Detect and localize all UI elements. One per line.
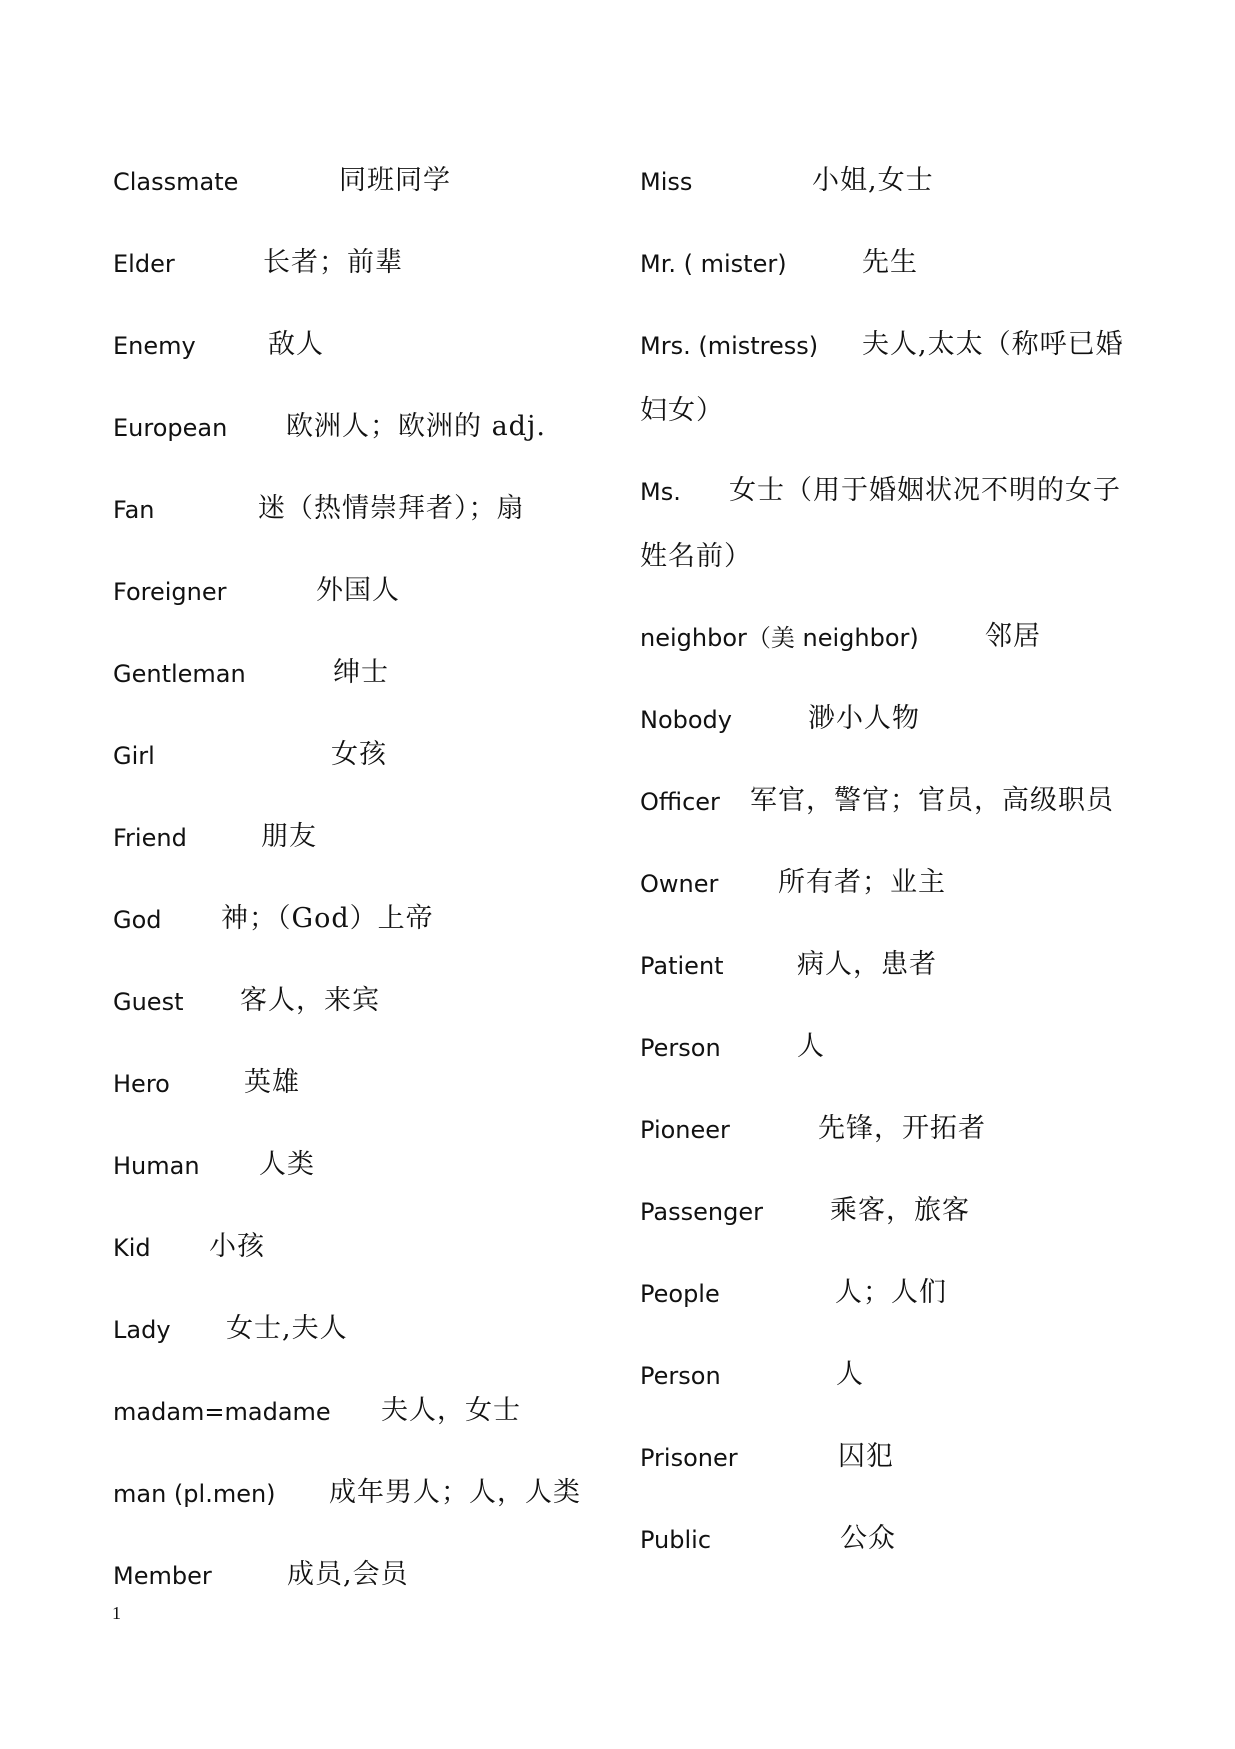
vocab-meaning: 英雄 [244,1067,300,1098]
vocab-meaning: 先生 [862,247,918,278]
vocab-term: Classmate [113,168,239,196]
vocab-meaning: 朋友 [261,821,317,852]
vocab-term: Gentleman [113,660,246,688]
vocab-term: Ms. [640,478,681,506]
vocab-entry [640,165,934,198]
vocab-meaning: 长者；前辈 [263,247,403,278]
vocab-meaning: 神；（God）上帝 [221,903,434,934]
vocab-term: Mrs. (mistress) [640,332,819,360]
vocab-meaning: 公众 [840,1523,896,1554]
vocab-term: Public [640,1526,712,1554]
vocab-term: Kid [113,1234,151,1262]
vocab-term: Officer [640,788,720,816]
vocab-term: Friend [113,824,187,852]
vocab-term: Guest [113,988,184,1016]
vocab-meaning: 军官，警官；官员，高级职员 [750,785,1114,816]
vocab-meaning: 同班同学 [339,165,451,196]
vocab-entry [640,621,1041,654]
vocab-term: Passenger [640,1198,763,1226]
vocab-meaning: 渺小人物 [808,703,920,734]
vocab-term: man (pl.men) [113,1480,276,1508]
vocab-term: Member [113,1562,212,1590]
vocab-meaning: 病人，患者 [797,949,937,980]
vocab-meaning: 邻居 [985,621,1041,652]
vocab-meaning: 绅士 [333,657,389,688]
vocab-entry [640,1523,896,1556]
vocab-entry [113,411,546,444]
vocab-meaning: 迷（热情崇拜者）；扇 [258,493,525,524]
vocab-term: Nobody [640,706,732,734]
vocab-entry [640,1441,894,1474]
vocab-entry [640,475,1121,508]
vocab-entry [113,657,389,690]
vocab-meaning: 乘客，旅客 [830,1195,970,1226]
vocab-meaning: 人 [797,1031,825,1062]
vocab-term: European [113,414,228,442]
vocab-entry [113,575,400,608]
vocab-meaning: 先锋，开拓者 [818,1113,986,1144]
vocab-term: Lady [113,1316,171,1344]
vocab-entry [640,949,937,982]
vocab-entry [113,1067,300,1100]
vocab-term: Owner [640,870,719,898]
vocab-entry [640,1113,986,1146]
vocab-entry [113,821,317,854]
vocab-entry [113,1395,521,1428]
vocab-term: God [113,906,162,934]
vocab-entry [113,165,451,198]
vocab-term: Person [640,1034,721,1062]
vocab-term: Pioneer [640,1116,730,1144]
vocab-meaning: 欧洲人；欧洲的 adj. [286,411,546,442]
vocab-term: Fan [113,496,155,524]
page-number: 1 [112,1603,121,1623]
vocab-entry [113,1313,348,1346]
vocab-term: Elder [113,250,175,278]
vocab-entry [640,1195,970,1228]
vocab-term: Human [113,1152,200,1180]
vocab-entry [640,247,918,280]
vocab-term: Foreigner [113,578,227,606]
vocab-entry [640,785,1114,818]
vocab-meaning: 客人，来宾 [240,985,380,1016]
vocab-entry [640,329,1124,362]
vocab-meaning-continuation: 妇女） [640,395,724,426]
vocab-term: Patient [640,952,724,980]
vocab-entry [113,493,525,526]
vocab-entry [113,247,403,280]
vocab-entry [113,739,387,772]
vocab-meaning: 夫人，女士 [381,1395,521,1426]
vocab-term: Hero [113,1070,170,1098]
vocab-entry [113,985,380,1018]
vocab-entry [640,867,946,900]
vocab-entry [640,1277,947,1310]
vocab-meaning: 外国人 [316,575,400,606]
vocab-meaning: 所有者；业主 [778,867,946,898]
vocab-entry [113,1559,409,1592]
vocab-entry [113,1149,315,1182]
vocab-meaning: 敌人 [268,329,324,360]
vocab-term: Girl [113,742,155,770]
vocab-term: madam=madame [113,1398,331,1426]
vocab-term: Enemy [113,332,196,360]
vocab-meaning: 女士（用于婚姻状况不明的女子 [729,475,1121,506]
vocab-entry [113,903,434,936]
vocab-entry [113,1477,581,1510]
vocab-term: Prisoner [640,1444,738,1472]
vocab-term: Mr. ( mister) [640,250,787,278]
vocab-meaning: 人 [836,1359,864,1390]
vocab-meaning: 人类 [259,1149,315,1180]
vocab-entry [640,1031,825,1064]
vocab-term: People [640,1280,720,1308]
vocab-meaning: 囚犯 [838,1441,894,1472]
vocab-term: Person [640,1362,721,1390]
vocab-meaning: 成员,会员 [287,1559,409,1590]
vocab-entry [113,1231,265,1264]
vocab-meaning: 小孩 [209,1231,265,1262]
vocab-meaning: 人；人们 [835,1277,947,1308]
vocab-meaning-continuation: 姓名前） [640,541,752,572]
vocab-entry [640,703,920,736]
vocab-term: Miss [640,168,693,196]
vocab-term: neighbor（美 neighbor) [640,624,919,652]
vocab-meaning: 女士,夫人 [226,1313,348,1344]
vocab-meaning: 成年男人；人，人类 [329,1477,581,1508]
vocab-entry [113,329,324,362]
vocab-meaning: 夫人,太太（称呼已婚 [862,329,1124,360]
vocab-meaning: 女孩 [331,739,387,770]
vocab-entry [640,1359,864,1392]
vocab-meaning: 小姐,女士 [812,165,934,196]
